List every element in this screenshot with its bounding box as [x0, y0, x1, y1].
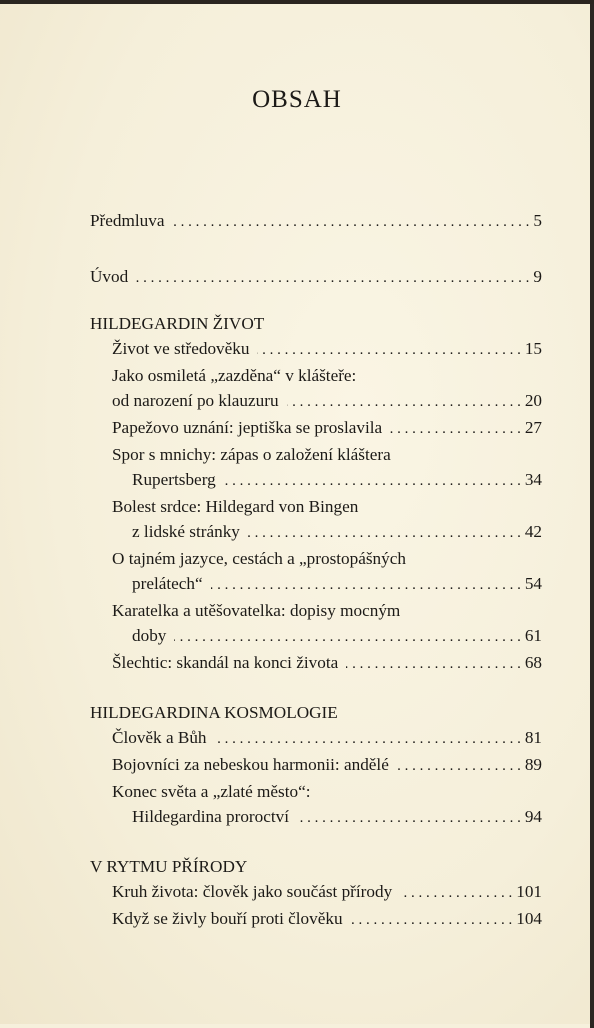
entry-label: z lidské stránky [132, 522, 240, 541]
page-number: 68 [524, 653, 542, 672]
entry-first-line: Jako osmiletá „zazděna“ v klášteře: [112, 366, 357, 385]
section-items [90, 879, 542, 933]
toc-entry [112, 752, 542, 779]
entry-label: Kruh života: člověk jako součást přírody [112, 882, 393, 901]
section-items [90, 725, 542, 831]
dot-leader [257, 338, 520, 363]
entry-first-line: Bolest srdce: Hildegard von Bingen [112, 497, 359, 516]
dot-leader [400, 881, 512, 906]
dot-leader [136, 266, 529, 291]
toc-entry [112, 879, 542, 906]
entry-label: Úvod [90, 267, 129, 286]
entry-label: Papežovo uznání: jeptiška se proslavila [112, 418, 383, 437]
page-number: 15 [524, 339, 542, 358]
section-heading: HILDEGARDIN ŽIVOT [90, 314, 265, 333]
toc-entry [112, 336, 542, 363]
page-title: OBSAH [252, 86, 342, 113]
entry-first-line: Spor s mnichy: zápas o založení kláštera [112, 445, 391, 464]
page-number: 20 [524, 391, 542, 410]
entry-first-line: Karatelka a utěšovatelka: dopisy mocným [112, 601, 401, 620]
dot-leader [224, 469, 521, 494]
dot-leader [248, 521, 521, 546]
page-number: 54 [524, 574, 542, 593]
toc-entry [112, 804, 542, 831]
dot-leader [287, 390, 521, 415]
page-number: 61 [524, 626, 542, 645]
toc-entry-predmluva [90, 208, 542, 235]
entry-label: Když se živly bouří proti člověku [112, 909, 343, 928]
toc-entry [112, 415, 542, 442]
dot-leader [172, 210, 529, 235]
entry-label: Život ve středověku [112, 339, 250, 358]
toc-entry [112, 725, 542, 752]
page-number: 34 [524, 470, 542, 489]
page-edge [590, 4, 594, 1028]
page-number: 94 [524, 807, 542, 826]
page-number: 81 [524, 728, 542, 747]
dot-leader [346, 652, 521, 677]
entry-label: od narození po klauzuru [112, 391, 279, 410]
toc-entry [112, 650, 542, 677]
entry-label: Rupertsberg [132, 470, 216, 489]
entry-label: Člověk a Bůh [112, 728, 207, 747]
page-number: 27 [524, 418, 542, 437]
entry-label: Předmluva [90, 211, 165, 230]
section-items [90, 336, 542, 677]
toc-entry-uvod [90, 264, 542, 291]
dot-leader [297, 806, 521, 831]
entry-first-line: O tajném jazyce, cestách a „prostopášných [112, 549, 406, 568]
entry-label: Hildegardina proroctví [132, 807, 290, 826]
entry-label: doby [132, 626, 167, 645]
page-number: 101 [516, 882, 542, 901]
page-number: 104 [516, 909, 542, 928]
toc-entry [112, 571, 542, 598]
toc-entry [112, 623, 542, 650]
toc-entry [112, 906, 542, 933]
dot-leader [211, 573, 521, 598]
dot-leader [174, 625, 520, 650]
section-heading: V RYTMU PŘÍRODY [90, 857, 248, 876]
toc-entry [112, 388, 542, 415]
entry-label: prelátech“ [132, 574, 203, 593]
page-number: 5 [533, 211, 542, 230]
section-heading: HILDEGARDINA KOSMOLOGIE [90, 703, 338, 722]
page-number: 89 [524, 755, 542, 774]
toc-entry [112, 467, 542, 494]
toc-entry [112, 519, 542, 546]
table-of-contents [90, 208, 542, 933]
page-number: 42 [524, 522, 542, 541]
entry-label: Šlechtic: skandál na konci života [112, 653, 339, 672]
entry-label: Bojovníci za nebeskou harmonii: andělé [112, 755, 389, 774]
page-number: 9 [533, 267, 542, 286]
entry-first-line: Konec světa a „zlaté město“: [112, 782, 311, 801]
dot-leader [397, 754, 521, 779]
dot-leader [215, 727, 521, 752]
dot-leader [390, 417, 521, 442]
dot-leader [351, 908, 513, 933]
